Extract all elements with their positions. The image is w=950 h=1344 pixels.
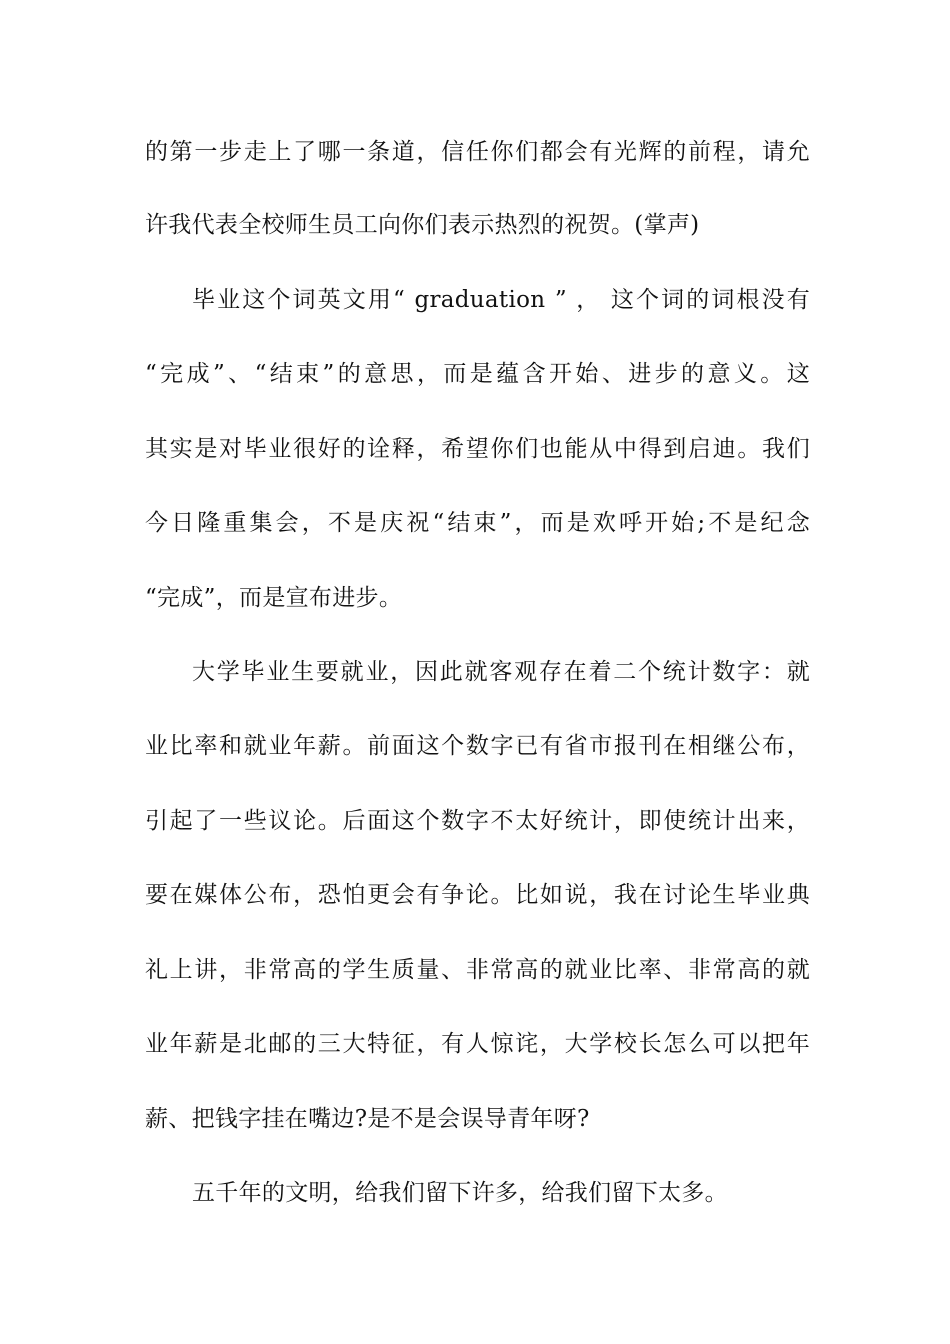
text-line-10: 引起了一些议论。后面这个数字不太好统计，即使统计出来， [145, 808, 810, 834]
text-line-9: 业比率和就业年薪。前面这个数字已有省市报刊在相继公布， [145, 733, 810, 759]
text-line-6: 今日隆重集会，不是庆祝“结束”，而是欢呼开始;不是纪念 [145, 510, 810, 536]
text-line-2: 许我代表全校师生员工向你们表示热烈的祝贺。(掌声) [145, 212, 700, 238]
text-line-3: 毕业这个词英文用“ graduation ” ， 这个词的词根没有 [192, 287, 810, 313]
text-line-8: 大学毕业生要就业，因此就客观存在着二个统计数字：就 [192, 659, 810, 685]
text-line-13: 业年薪是北邮的三大特征，有人惊诧，大学校长怎么可以把年 [145, 1031, 810, 1057]
text-line-4: “完成”、“结束”的意思，而是蕴含开始、进步的意义。这 [145, 361, 810, 387]
text-line-7: “完成”，而是宣布进步。 [145, 585, 403, 611]
text-line-14: 薪、把钱字挂在嘴边?是不是会误导青年呀? [145, 1106, 590, 1132]
text-line-12: 礼上讲，非常高的学生质量、非常高的就业比率、非常高的就 [145, 957, 810, 983]
text-line-5: 其实是对毕业很好的诠释，希望你们也能从中得到启迪。我们 [145, 436, 810, 462]
text-line-1: 的第一步走上了哪一条道，信任你们都会有光辉的前程，请允 [145, 139, 810, 165]
text-line-15: 五千年的文明，给我们留下许多，给我们留下太多。 [192, 1180, 728, 1206]
text-line-11: 要在媒体公布，恐怕更会有争论。比如说，我在讨论生毕业典 [145, 882, 810, 908]
